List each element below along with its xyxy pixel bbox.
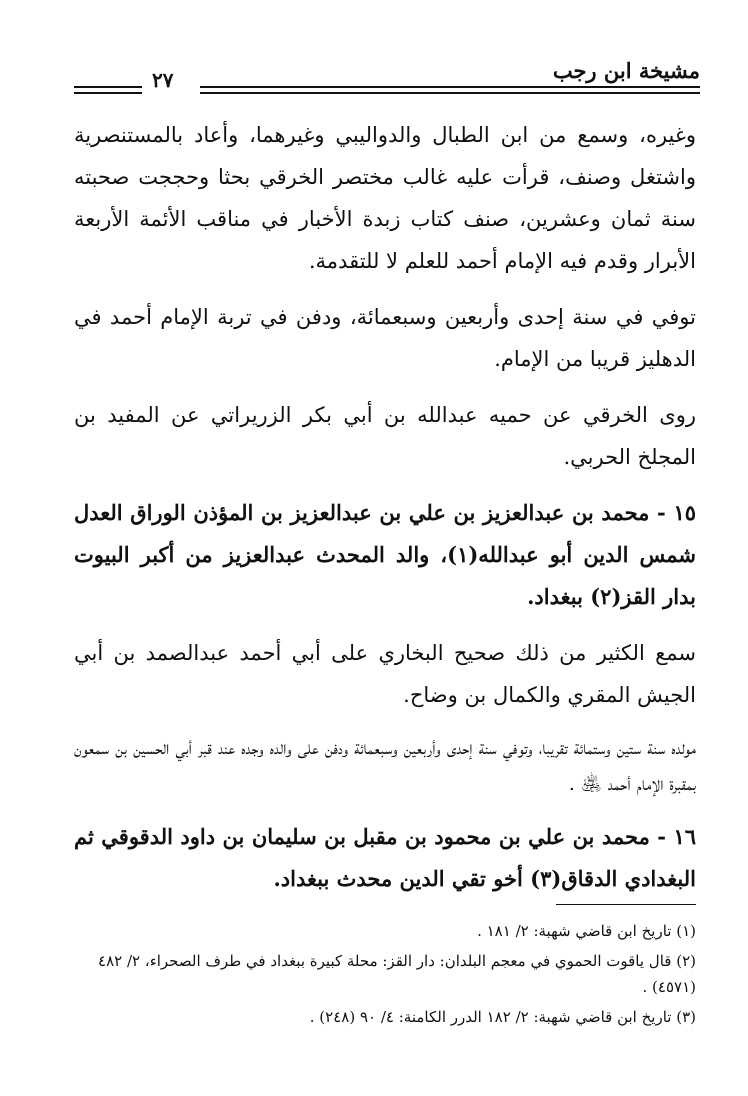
entry-heading-16: ١٦ - محمد بن علي بن محمود بن مقبل بن سليمان بن داود الدقوقي ثم البغدادي الدقاق(٣) أخو تقي الدين محدث ببغداد. xyxy=(74,824,696,891)
header-rule xyxy=(74,86,142,88)
header-rule xyxy=(200,92,700,94)
main-text xyxy=(74,114,696,914)
entry-heading-15: ١٥ - محمد بن عبدالعزيز بن علي بن عبدالعزيز بن المؤذن الوراق العدل شمس الدين أبو عبدالله(١)، والد المحدث عبدالعزيز من أكبر البيوت بدار القز(٢) ببغداد. xyxy=(74,500,696,609)
footnote: (١) تاريخ ابن قاضي شهبة: ٢/ ١٨١ . xyxy=(477,922,696,940)
book-title: مشيخة ابن رجب xyxy=(552,58,700,83)
running-header xyxy=(60,58,700,104)
footnote: (٢) قال ياقوت الحموي في معجم البلدان: دار القز: محلة كبيرة ببغداد في طرف الصحراء، ٢/ ٤٨٢ (٤٥٧١) . xyxy=(98,952,696,996)
paragraph: مولده سنة ستين وستمائة تقريبا، وتوفي سنة إحدى وأربعين وسبعمائة ودفن على والده وجده عند قبر أبي الحسين بن سمعون بمقبرة الإمام أحمد ﵁ . xyxy=(74,737,696,795)
header-rule xyxy=(200,86,700,88)
paragraph: وغيره، وسمع من ابن الطبال والدواليبي وغيرهما، وأعاد بالمستنصرية واشتغل وصنف، قرأت عليه غالب مختصر الخرقي بحثا وحججت صحبته سنة ثمان وعشرين، صنف كتاب زبدة الأخبار في مناقب الأئمة الأربعة الأبرار وقدم فيه الإمام أحمد للعلم لا للتقدمة. xyxy=(74,123,696,273)
footnotes xyxy=(74,918,696,1034)
paragraph: سمع الكثير من ذلك صحيح البخاري على أبي أحمد عبدالصمد بن أبي الجيش المقري والكمال بن وضاح. xyxy=(74,641,696,707)
page-number: ٢٧ xyxy=(152,68,174,92)
header-rule xyxy=(74,92,142,94)
footnote-separator xyxy=(556,904,696,905)
footnote: (٣) تاريخ ابن قاضي شهبة: ٢/ ١٨٢ الدرر الكامنة: ٤/ ٩٠ (٢٤٨) . xyxy=(309,1008,696,1026)
paragraph: توفي في سنة إحدى وأربعين وسبعمائة، ودفن في تربة الإمام أحمد في الدهليز قريبا من الإمام. xyxy=(74,305,696,371)
paragraph: روى الخرقي عن حميه عبدالله بن أبي بكر الزريراتي عن المفيد بن المجلخ الحربي. xyxy=(74,403,696,469)
